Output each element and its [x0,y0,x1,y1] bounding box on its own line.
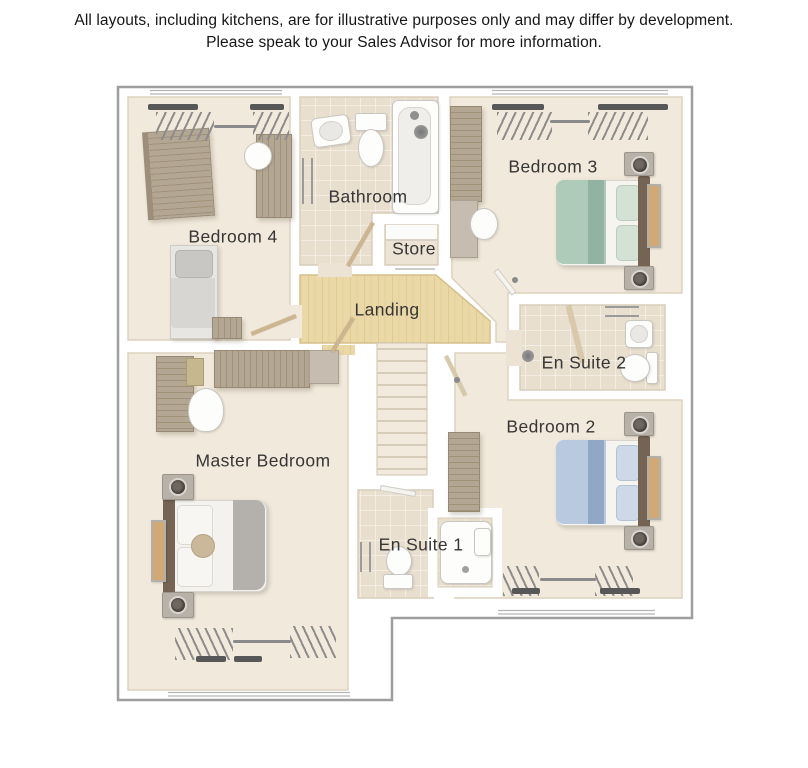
master-blanket [233,500,265,590]
lamp-icon [169,596,187,614]
bedroom-3-window-pelmet-right [598,104,668,110]
en-suite-2-shower-icon [522,350,534,362]
bedroom-3-wall-art [647,184,661,248]
master-blind-right [290,626,336,658]
bedroom-3-blind-left [497,112,552,140]
bedroom-2-window-sill-left [512,588,540,594]
shower-head-icon [414,125,428,139]
en-suite-1-toilet-tank [383,574,413,589]
bedroom-4-bed [170,245,218,339]
master-dresser [214,350,310,388]
lamp-icon [631,270,649,288]
master-bed [163,500,265,590]
room-label-master-bedroom: Master Bedroom [195,450,331,471]
bedroom-3-pillow-1 [616,185,640,221]
door-handle-icon [454,377,460,383]
room-label-en-suite-2: En Suite 2 [541,352,627,373]
bedroom-4-bed-duvet [171,278,215,328]
en-suite-2-towel-rail [605,306,639,317]
room-label-store: Store [392,238,436,259]
bathroom-toilet [355,113,387,168]
bedroom-4-curtain-rod [214,125,256,128]
master-chair-cushion [186,358,204,386]
bedroom-2-curtain-rod [540,578,596,581]
bedroom-2-pillow-2 [616,485,640,521]
bedroom-3-window-pelmet-left [492,104,544,110]
bedroom-3-pillow-2 [616,225,640,261]
bedroom-4-bed-pillow [175,250,213,278]
bedroom-4-door-threshold [288,305,302,338]
bedroom-3-nightstand-bottom [624,266,654,290]
bedroom-2-nightstand-bottom [624,526,654,550]
bathroom-sink [310,114,352,149]
room-label-bedroom-3: Bedroom 3 [508,156,598,177]
lamp-icon [631,530,649,548]
room-label-bedroom-2: Bedroom 2 [506,416,596,437]
master-window-sill-left [196,656,226,662]
bedroom-3-nightstand-top [624,152,654,176]
master-nightstand-top [162,474,194,500]
en-suite-1-basin [474,528,491,556]
bedroom-3-chair [470,208,498,240]
bedroom-4-window-pelmet-right [250,104,284,110]
bedroom-4-blind-left [156,112,214,140]
bedroom-3-blind-right [588,112,648,140]
lamp-icon [631,416,649,434]
room-label-landing: Landing [354,299,420,320]
bedroom-2-wall-art [647,456,661,520]
bedroom-3-duvet-stripe [588,180,604,264]
door-handle-icon [512,277,518,283]
bedroom-4-blind-right [253,112,289,140]
master-curtain-rod [233,640,291,643]
master-cushion [191,534,215,558]
disclaimer-line-2: Please speak to your Sales Advisor for more information. [206,34,602,51]
bathroom-toilet-bowl [358,129,384,167]
en-suite-2-door-threshold [506,330,522,366]
bedroom-4-window-pelmet-left [148,104,198,110]
bedroom-4-bedside-unit [212,317,242,339]
bedroom-2-wardrobe [448,432,480,512]
master-side-unit [309,350,339,384]
bathroom-sink-bowl [318,119,345,142]
shower-drain [462,566,469,573]
disclaimer-line-1: All layouts, including kitchens, are for illustrative purposes only and may differ by development. [74,12,734,29]
bedroom-4-wardrobe [142,128,215,220]
en-suite-2-sink-bowl [630,325,648,343]
bedroom-2-pillow-1 [616,445,640,481]
bathtub-tap [410,111,419,120]
en-suite-1-towel-rail [360,542,371,572]
bathroom-towel-rail [302,158,313,204]
stairs [377,343,427,475]
room-label-bathroom: Bathroom [328,186,408,207]
bedroom-3-bed [556,180,652,264]
bedroom-2-bed [556,440,652,524]
bedroom-2-duvet-stripe [588,440,604,524]
bedroom-3-curtain-rod [550,120,590,123]
master-window-sill-right [234,656,262,662]
room-label-en-suite-1: En Suite 1 [378,534,464,555]
master-wall-art [151,520,166,582]
bedroom-2-window-sill-right [600,588,640,594]
bedroom-4-chair [244,142,272,170]
room-label-bedroom-4: Bedroom 4 [188,226,278,247]
lamp-icon [169,478,187,496]
bedroom-2-nightstand-top [624,412,654,436]
en-suite-2-sink [625,320,653,348]
bedroom-3-wardrobe [450,106,482,202]
lamp-icon [631,156,649,174]
master-nightstand-bottom [162,592,194,618]
master-chair [188,388,224,432]
